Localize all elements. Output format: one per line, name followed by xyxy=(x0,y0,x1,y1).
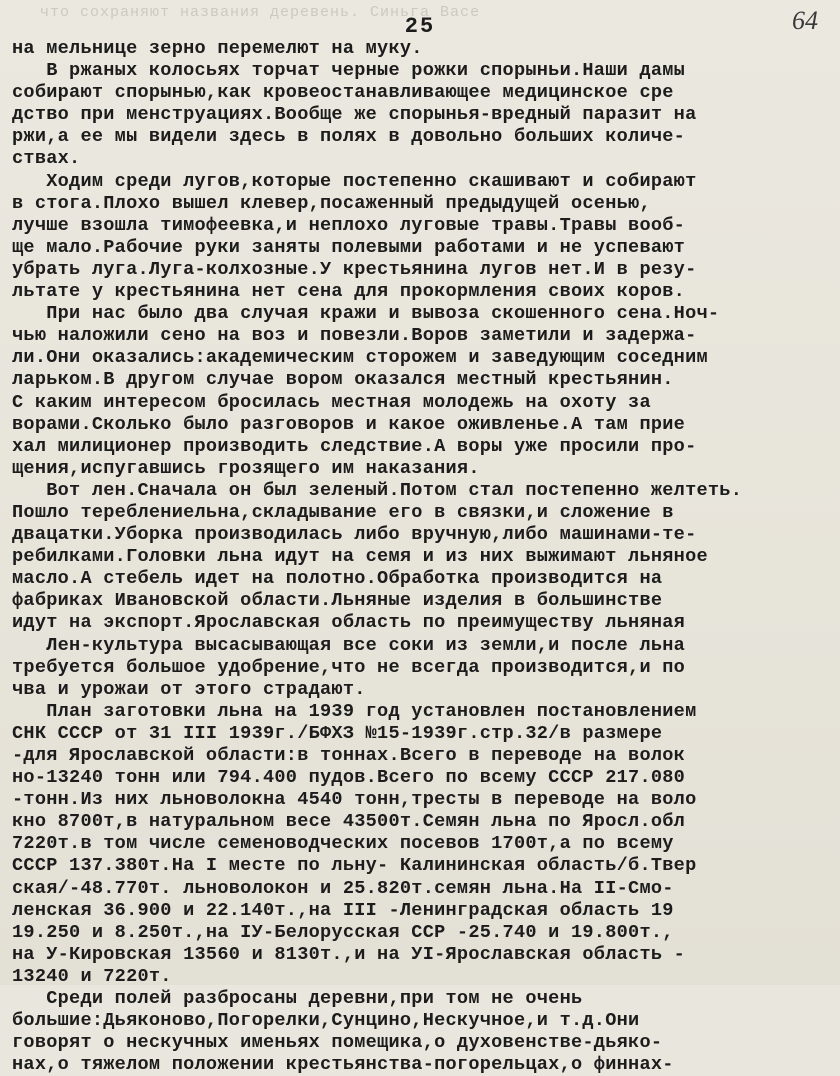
text-line: ли.Они оказались:академическим сторожем и заведующим соседним xyxy=(12,347,708,369)
text-line: чью наложили сено на воз и повезли.Воров заметили и задержа- xyxy=(12,325,697,347)
text-line: ребилками.Головки льна идут на семя и из них выжимают льняное xyxy=(12,546,708,568)
text-line: ржи,а ее мы видели здесь в полях в довольно больших количе- xyxy=(12,126,686,148)
text-line: -для Ярославской области:в тоннах.Всего в переводе на волок xyxy=(12,745,686,766)
text-line: ствах. xyxy=(12,148,81,170)
text-line: на У-Кировская 13560 и 8130т.,и на УI-Ярославская область - xyxy=(12,943,686,965)
text-line: ленская 36.900 и 22.140т.,на III -Ленинградская область 19 xyxy=(12,899,674,921)
text-line: двацатки.Уборка производилась либо вручную,либо машинами-те- xyxy=(12,524,697,546)
text-line: Ходим среди лугов,которые постепенно скашивают и собирают xyxy=(12,170,697,192)
text-line: но-13240 тонн или 794.400 пудов.Всего по всему СССР 217.080 xyxy=(12,767,686,789)
text-line: масло.А стебель идет на полотно.Обработка производится на xyxy=(12,568,663,590)
text-line: идут на экспорт.Ярославская область по преимуществу льняная xyxy=(12,612,686,634)
text-line: дство при менструациях.Вообще же спорынья-вредный паразит на xyxy=(12,104,697,126)
text-line: СССР 137.380т.На I месте по льну- Калининская область/б.Твер xyxy=(12,855,697,877)
text-line: С каким интересом бросилась местная молодежь на охоту за xyxy=(12,391,651,413)
text-line: щения,испугавшись грозящего им наказания. xyxy=(12,457,480,479)
text-line: собирают спорынью,как кровеостанавливающее медицинское сре xyxy=(12,82,674,104)
text-line: 13240 и 7220т. xyxy=(12,965,172,987)
text-line: В ржаных колосьях торчат черные рожки спорыньи.Наши дамы xyxy=(12,60,686,82)
text-line: хал милиционер производить следствие.А воры уже просили про- xyxy=(12,435,697,457)
text-line: ларьком.В другом случае вором оказался местный крестьянин. xyxy=(12,369,674,391)
text-line: кно 8700т,в натуральном весе 43500т.Семян льна по Яросл.обл xyxy=(12,811,686,833)
text-line: 19.250 и 8.250т.,на IУ-Белорусская ССР -25.740 и 19.800т., xyxy=(12,921,674,943)
text-line: -тонн.Из них льноволокна 4540 тонн,тресты в переводе на воло xyxy=(12,789,697,811)
text-line: в стога.Плохо вышел клевер,посаженный предыдущей осенью, xyxy=(12,192,651,214)
text-line: Среди полей разбросаны деревни,при том не очень xyxy=(12,988,583,1010)
text-line: льтате у крестьянина нет сена для прокормления своих коров. xyxy=(12,281,686,303)
text-line: на мельнице зерно перемелют на муку. xyxy=(12,38,423,59)
text-line: ская/-48.770т. льноволокон и 25.820т.семян льна.На II-Смо- xyxy=(12,877,674,899)
text-line: При нас было два случая кражи и вывоза скошенного сена.Ноч- xyxy=(12,303,720,325)
text-line: лучше взошла тимофеевка,и неплохо луговые травы.Травы вооб- xyxy=(12,214,686,236)
text-line: фабриках Ивановской области.Льняные изделия в большинстве xyxy=(12,590,663,612)
page-number: 25 xyxy=(404,14,436,39)
text-line: чва и урожаи от этого страдают. xyxy=(12,678,366,700)
text-line: большие:Дьяконово,Погорелки,Сунцино,Нескучное,и т.д.Они xyxy=(12,1010,640,1032)
text-line: Лен-культура высасывающая все соки из земли,и после льна xyxy=(12,634,686,656)
text-line: нах,о тяжелом положении крестьянства-погорельцах,о финнах- xyxy=(12,1054,674,1076)
text-line: говорят о нескучных именьях помещика,о духовенстве-дьяко- xyxy=(12,1032,663,1054)
text-line: убрать луга.Луга-колхозные.У крестьянина лугов нет.И в резу- xyxy=(12,258,697,280)
text-line: Пошло тереблениельна,складывание его в связки,и сложение в xyxy=(12,501,674,523)
text-line: СНК СССР от 31 III 1939г./БФХЗ №15-1939г.стр.32/в размере xyxy=(12,722,663,744)
text-line: План заготовки льна на 1939 год установлен постановлением xyxy=(12,700,697,722)
handwritten-folio: 64 xyxy=(792,6,818,35)
text-line: Вот лен.Сначала он был зеленый.Потом стал постепенно желтеть. xyxy=(12,479,743,501)
text-line: ще мало.Рабочие руки заняты полевыми работами и не успевают xyxy=(12,236,686,258)
typewritten-body xyxy=(12,38,840,1076)
text-line: требуется большое удобрение,что не всегда производится,и по xyxy=(12,656,686,678)
text-line: 7220т.в том числе семеноводческих посевов 1700т,а по всему xyxy=(12,833,674,855)
text-line: ворами.Сколько было разговоров и какое оживленье.А там прие xyxy=(12,413,686,435)
bleed-through-header: что сохраняют названия деревень. Синьга Васе xyxy=(40,4,481,21)
